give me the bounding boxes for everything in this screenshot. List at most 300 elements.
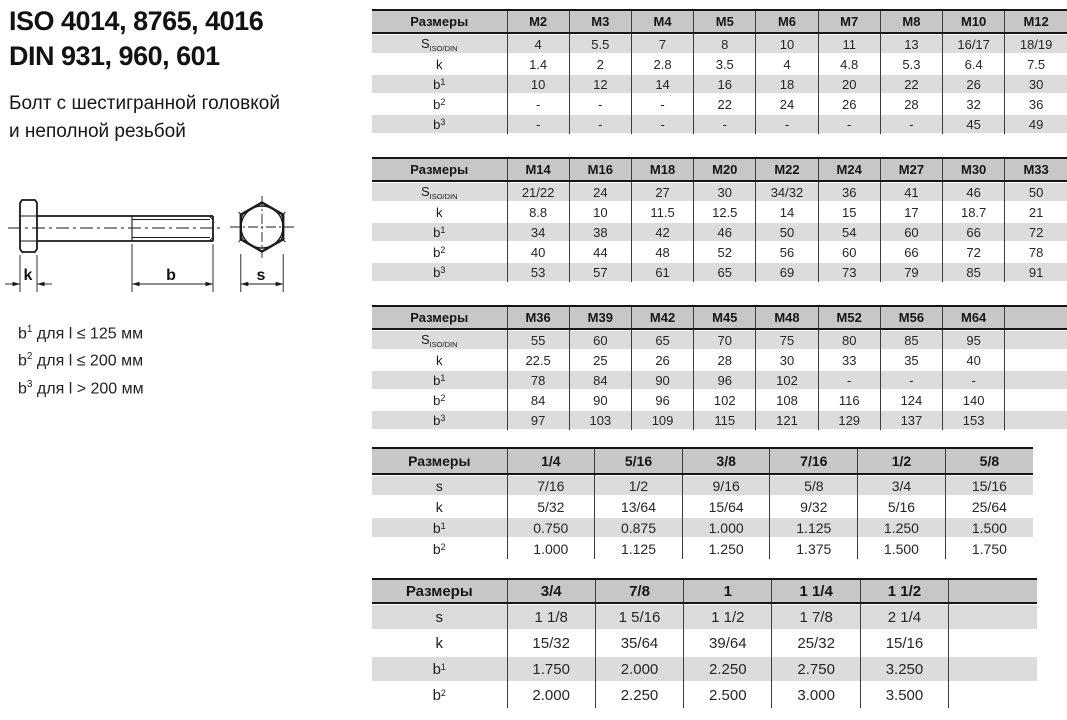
value-cell: 1.500 [858,538,946,559]
b-arrow-right [206,282,214,286]
value-cell: - [507,114,569,134]
row-label-header: Размеры [372,158,507,181]
value-cell: 1.4 [507,54,569,74]
value-cell: 8.8 [507,202,569,222]
row-label: $S_{ISO/DIN}$ [372,181,507,202]
value-cell: 1.125 [595,538,683,559]
k-arrow-right [37,282,45,286]
table-metric-m14-m33 [372,157,1067,282]
size-column-header: M33 [1005,158,1067,181]
data-row [372,329,1067,350]
value-cell: 66 [943,222,1005,242]
din-standards-line: DIN 931, 960, 601 [9,41,220,71]
value-cell [1005,329,1067,350]
value-cell: 65 [694,262,756,282]
value-cell: 5/32 [507,496,595,517]
footnote-b3 [18,373,144,400]
value-cell: 18.7 [943,202,1005,222]
value-cell: 1.750 [507,656,595,682]
value-cell: 116 [818,390,880,410]
value-cell [949,682,1037,708]
value-cell: 69 [756,262,818,282]
value-cell: - [631,114,693,134]
row-label: $b^2$ [433,244,446,260]
value-cell: 13 [880,33,942,54]
size-column-header: M42 [631,306,693,329]
value-cell: 137 [880,410,942,430]
value-cell: - [569,94,631,114]
value-cell: - [507,94,569,114]
value-cell: 14 [756,202,818,222]
value-cell: 16/17 [943,33,1005,54]
value-cell: 11.5 [631,202,693,222]
data-row [372,410,1067,430]
product-description [9,90,280,146]
size-column-header: M56 [880,306,942,329]
size-column-header: 1 1/4 [772,579,860,603]
value-cell: 1.750 [945,538,1033,559]
header-row [372,579,1037,603]
b-dimension-label: b [166,267,176,284]
footnote-sup: 3 [26,378,33,390]
value-cell: 18/19 [1005,33,1067,54]
row-label: $S_{ISO/DIN}$ [372,33,507,54]
value-cell: 78 [1005,242,1067,262]
row-label: k [435,634,443,652]
value-cell: 75 [756,329,818,350]
row-label: $b^3$ [372,114,507,134]
value-cell: 4.8 [818,54,880,74]
value-cell: 84 [569,370,631,390]
dimension-table [372,157,1067,282]
data-row [372,33,1067,54]
data-row [372,222,1067,242]
value-cell [1005,370,1067,390]
value-cell: 11 [818,33,880,54]
value-cell: 60 [880,222,942,242]
size-column-header: M39 [569,306,631,329]
value-cell: 34/32 [756,181,818,202]
b-arrow-left [132,282,140,286]
value-cell: 22 [694,94,756,114]
value-cell: 40 [943,350,1005,370]
value-cell: 4 [507,33,569,54]
value-cell: 1 1/2 [684,603,772,630]
value-cell: 2.500 [684,682,772,708]
value-cell: 5/16 [858,496,946,517]
value-cell: 2.250 [684,656,772,682]
row-label: $b^1$ [372,517,507,538]
value-cell: 12.5 [694,202,756,222]
size-column-header: M45 [694,306,756,329]
value-cell: 55 [507,329,569,350]
value-cell: 96 [631,390,693,410]
value-cell: 65 [631,329,693,350]
value-cell: 79 [880,262,942,282]
size-column-header: 7/16 [770,448,858,474]
header-row [372,158,1067,181]
data-row [372,370,1067,390]
table-imperial-14-58 [372,447,1033,559]
value-cell: 102 [756,370,818,390]
value-cell: 2.000 [595,656,683,682]
value-cell: 7.5 [1005,54,1067,74]
value-cell: 20 [818,74,880,94]
value-cell: 61 [631,262,693,282]
value-cell: 26 [943,74,1005,94]
value-cell: - [631,94,693,114]
value-cell: 41 [880,181,942,202]
row-label: $b^1$ [372,656,507,682]
data-row [372,538,1033,559]
value-cell: 108 [756,390,818,410]
value-cell: 129 [818,410,880,430]
value-cell: 45 [943,114,1005,134]
size-column-header: M16 [569,158,631,181]
row-label: k [436,352,443,368]
value-cell [949,656,1037,682]
value-cell: 15 [818,202,880,222]
value-cell: 66 [880,242,942,262]
size-column-header: M5 [694,10,756,33]
value-cell: 10 [507,74,569,94]
value-cell: 3.5 [694,54,756,74]
row-label-header: Размеры [372,306,507,329]
footnote-symbol: b [18,352,27,370]
footnote-b1 [18,318,144,345]
value-cell: 1.000 [507,538,595,559]
value-cell: 121 [756,410,818,430]
value-cell: 7 [631,33,693,54]
size-column-header: M64 [943,306,1005,329]
value-cell: 38 [569,222,631,242]
value-cell: 153 [943,410,1005,430]
value-cell: 1.125 [770,517,858,538]
row-label: k [436,56,443,72]
size-column-header [1005,306,1067,329]
value-cell: - [818,114,880,134]
value-cell: - [569,114,631,134]
value-cell: - [694,114,756,134]
row-label: $b^3$ [372,410,507,430]
value-cell: 8 [694,33,756,54]
value-cell: 4 [756,54,818,74]
value-cell: 3.000 [772,682,860,708]
value-cell: 72 [1005,222,1067,242]
data-row [372,262,1067,282]
row-label-header: Размеры [372,10,507,33]
footnote-b2 [18,345,144,372]
value-cell: 1.250 [858,517,946,538]
value-cell: - [818,370,880,390]
data-row [372,390,1067,410]
size-column-header: M24 [818,158,880,181]
size-column-header: M2 [507,10,569,33]
row-label: $b^3$ [372,262,507,282]
value-cell: 32 [943,94,1005,114]
value-cell: 3.500 [860,682,948,708]
value-cell: 17 [880,202,942,222]
value-cell: 0.750 [507,517,595,538]
row-label: $b^2$ [432,540,446,557]
data-row [372,630,1037,656]
row-label: k [435,498,443,515]
s-arrow-left [241,282,249,286]
size-column-header: M10 [943,10,1005,33]
size-column-header: 5/16 [595,448,683,474]
value-cell: 5/8 [770,474,858,496]
value-cell: 12 [569,74,631,94]
row-label-header: Размеры [372,448,507,474]
table-metric-m36-m64 [372,305,1067,430]
description-line-2: и неполной резьбой [9,121,186,142]
value-cell: 7/16 [507,474,595,496]
size-column-header: M48 [756,306,818,329]
value-cell: 78 [507,370,569,390]
data-row [372,54,1067,74]
value-cell: 25/64 [945,496,1033,517]
size-column-header: M36 [507,306,569,329]
value-cell: 97 [507,410,569,430]
value-cell: - [880,114,942,134]
data-row [372,350,1067,370]
size-column-header: 7/8 [595,579,683,603]
row-label: $S_{ISO/DIN}$ [372,329,507,350]
dimension-table [372,447,1033,559]
value-cell: 2 [569,54,631,74]
value-cell: 3/4 [858,474,946,496]
size-column-header: M30 [943,158,1005,181]
value-cell: 46 [694,222,756,242]
value-cell: 60 [569,329,631,350]
dimension-table [372,9,1067,134]
footnote-sup: 2 [26,351,33,363]
footnotes [18,318,144,400]
value-cell: 56 [756,242,818,262]
data-row [372,181,1067,202]
size-column-header: 3/8 [682,448,770,474]
value-cell: 80 [818,329,880,350]
size-column-header: 3/4 [507,579,595,603]
iso-standards-line: ISO 4014, 8765, 4016 [9,6,264,36]
value-cell: 26 [631,350,693,370]
row-label-header: Размеры [372,579,507,603]
header-row [372,10,1067,33]
value-cell: 1.500 [945,517,1033,538]
value-cell: 26 [818,94,880,114]
size-column-header: M20 [694,158,756,181]
value-cell [1005,350,1067,370]
value-cell: 44 [569,242,631,262]
size-column-header: M7 [818,10,880,33]
data-row [372,603,1037,630]
value-cell: 90 [631,370,693,390]
data-row [372,656,1037,682]
row-label: s [372,474,507,496]
value-cell: 1 5/16 [595,603,683,630]
value-cell: 50 [1005,181,1067,202]
value-cell: 95 [943,329,1005,350]
value-cell: 2.000 [507,682,595,708]
value-cell: 30 [1005,74,1067,94]
value-cell: 22 [880,74,942,94]
k-dimension-label: k [23,267,33,284]
value-cell: 2.750 [772,656,860,682]
value-cell: 39/64 [684,630,772,656]
size-column-header: M12 [1005,10,1067,33]
value-cell: 14 [631,74,693,94]
size-column-header: M6 [756,10,818,33]
value-cell: 2.8 [631,54,693,74]
size-column-header: M4 [631,10,693,33]
value-cell: 33 [818,350,880,370]
size-column-header: M14 [507,158,569,181]
s-dimension-label: s [256,267,266,284]
value-cell: 1 7/8 [772,603,860,630]
value-cell: 2.250 [595,682,683,708]
value-cell: 21 [1005,202,1067,222]
s-arrow-right [276,282,284,286]
header-row [372,448,1033,474]
dimension-table [372,305,1067,430]
value-cell: 5.3 [880,54,942,74]
value-cell: 10 [756,33,818,54]
row-label: s [372,603,507,630]
value-cell: 115 [694,410,756,430]
value-cell: 22.5 [507,350,569,370]
row-label: k [436,204,443,220]
k-arrow-left [13,282,21,286]
footnote-text: для l ≤ 125 мм [32,325,144,343]
value-cell: 48 [631,242,693,262]
value-cell: 140 [943,390,1005,410]
value-cell: 9/16 [682,474,770,496]
size-column-header: M18 [631,158,693,181]
value-cell [949,603,1037,630]
value-cell: 85 [880,329,942,350]
value-cell: 34 [507,222,569,242]
value-cell: 53 [507,262,569,282]
value-cell: 85 [943,262,1005,282]
value-cell: 1.000 [682,517,770,538]
value-cell: 36 [1005,94,1067,114]
size-column-header: 1 1/2 [860,579,948,603]
value-cell: 70 [694,329,756,350]
value-cell: - [756,114,818,134]
data-row [372,474,1033,496]
footnote-text: для l ≤ 200 мм [32,352,144,370]
value-cell: 90 [569,390,631,410]
table-imperial-34-112 [372,578,1037,708]
dimension-table [372,578,1037,708]
value-cell: 60 [818,242,880,262]
table-metric-m2-m12 [372,9,1067,134]
size-column-header [949,579,1037,603]
value-cell: 40 [507,242,569,262]
size-column-header: M22 [756,158,818,181]
value-cell: - [943,370,1005,390]
value-cell: - [880,370,942,390]
data-row [372,517,1033,538]
value-cell: 25/32 [772,630,860,656]
value-cell: 35 [880,350,942,370]
value-cell [1005,390,1067,410]
value-cell: 46 [943,181,1005,202]
value-cell: 1.250 [682,538,770,559]
value-cell: 35/64 [595,630,683,656]
value-cell: 109 [631,410,693,430]
row-label: $b^1$ [372,74,507,94]
value-cell: 15/32 [507,630,595,656]
row-label: $b^2$ [433,392,446,408]
value-cell: 84 [507,390,569,410]
description-line-1: Болт с шестигранной головкой [9,93,280,114]
value-cell: 50 [756,222,818,242]
value-cell: 28 [694,350,756,370]
value-cell: 25 [569,350,631,370]
value-cell: 1 1/8 [507,603,595,630]
size-column-header: M27 [880,158,942,181]
value-cell: 15/16 [860,630,948,656]
footnote-text: для l > 200 мм [32,379,144,397]
value-cell: 102 [694,390,756,410]
value-cell: 73 [818,262,880,282]
value-cell: 21/22 [507,181,569,202]
data-row [372,74,1067,94]
value-cell [949,630,1037,656]
value-cell: 3.250 [860,656,948,682]
size-column-header: 1/2 [858,448,946,474]
data-row [372,242,1067,262]
value-cell: 36 [818,181,880,202]
value-cell: 0.875 [595,517,683,538]
size-column-header: M52 [818,306,880,329]
row-label: $b^2$ [432,686,446,704]
data-row [372,202,1067,222]
value-cell: 124 [880,390,942,410]
footnote-symbol: b [18,325,27,343]
value-cell: 103 [569,410,631,430]
row-label: $b^1$ [372,222,507,242]
bolt-technical-drawing [0,178,320,308]
value-cell: 18 [756,74,818,94]
row-label: $b^2$ [433,96,446,112]
value-cell [1005,410,1067,430]
value-cell: 5.5 [569,33,631,54]
size-column-header: 1/4 [507,448,595,474]
size-column-header: M3 [569,10,631,33]
bolt-head-outline [20,200,37,252]
value-cell: 24 [569,181,631,202]
data-row [372,94,1067,114]
value-cell: 57 [569,262,631,282]
value-cell: 30 [694,181,756,202]
value-cell: 1/2 [595,474,683,496]
value-cell: 6.4 [943,54,1005,74]
data-row [372,114,1067,134]
value-cell: 91 [1005,262,1067,282]
value-cell: 54 [818,222,880,242]
value-cell: 24 [756,94,818,114]
data-row [372,496,1033,517]
value-cell: 1.375 [770,538,858,559]
value-cell: 52 [694,242,756,262]
value-cell: 27 [631,181,693,202]
value-cell: 9/32 [770,496,858,517]
value-cell: 42 [631,222,693,242]
value-cell: 13/64 [595,496,683,517]
footnote-sup: 1 [26,324,33,335]
